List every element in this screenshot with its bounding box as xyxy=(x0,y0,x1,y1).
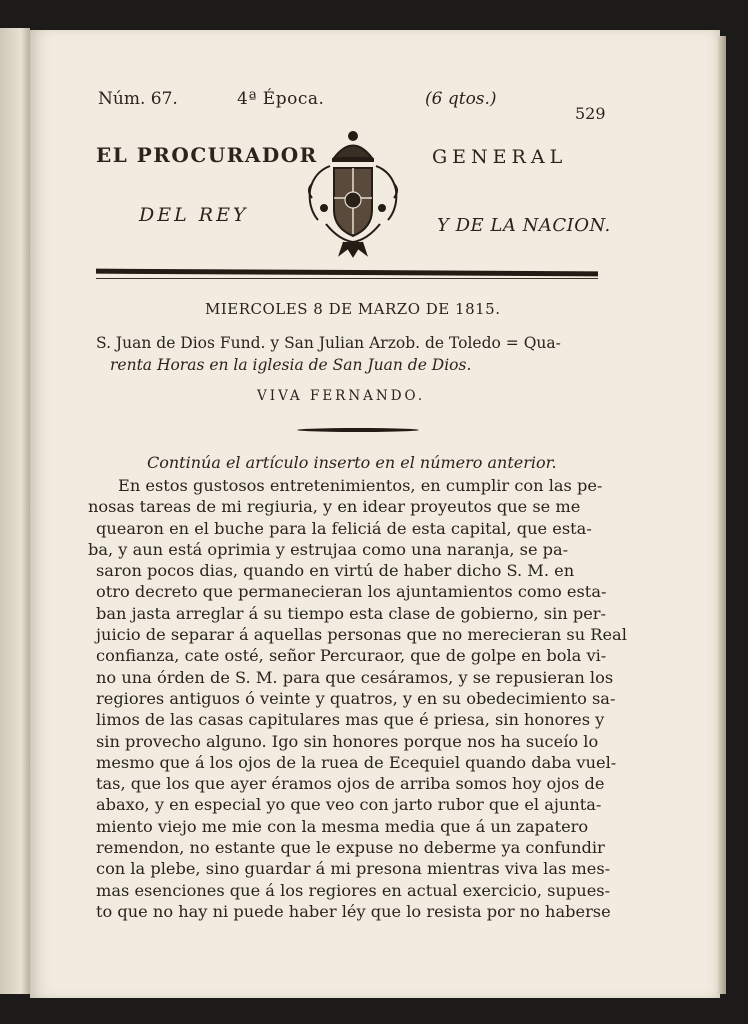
masthead-thin-rule xyxy=(96,278,598,279)
saints-line-1: S. Juan de Dios Fund. y San Julian Arzob. de Toledo = Qua- xyxy=(96,334,561,352)
saints-line-2: renta Horas en la iglesia de San Juan de Dios. xyxy=(110,356,472,374)
masthead-subtitle-left: DEL REY xyxy=(139,204,249,226)
body-line: confianza, cate osté, señor Percuraor, que de golpe en bola vi- xyxy=(96,646,607,666)
masthead-title-right: GENERAL xyxy=(432,146,568,168)
body-line: quearon en el buche para la feliciá de esta capital, que esta- xyxy=(96,518,592,538)
body-line: ba, y aun está oprimia y estrujaa como una naranja, se pa- xyxy=(88,539,569,559)
ornamental-dash xyxy=(297,428,419,432)
quantity-label: (6 qtos.) xyxy=(425,89,497,109)
royal-crest-icon xyxy=(304,128,402,258)
body-line: abaxo, y en especial yo que veo con jarto rubor que el ajunta- xyxy=(96,795,602,815)
body-line: juicio de separar á aquellas personas que no merecieran su Real xyxy=(96,625,627,645)
facing-page-edge xyxy=(0,28,30,994)
body-line: ban jasta arreglar á su tiempo esta clase de gobierno, sin per- xyxy=(96,603,607,623)
body-line: saron pocos dias, quando en virtú de haber dicho S. M. en xyxy=(96,561,575,581)
body-line: miento viejo me mie con la mesma media que á un zapatero xyxy=(96,816,589,836)
motto: VIVA FERNANDO. xyxy=(257,388,426,404)
body-line: con la plebe, sino guardar á mi presona mientras viva las mes- xyxy=(96,859,611,879)
body-line: regiores antiguos ó veinte y quatros, y en su obedecimiento sa- xyxy=(96,688,616,708)
page-right-edge xyxy=(718,36,726,994)
body-line: mesmo que á los ojos de la ruea de Ecequiel quando daba vuel- xyxy=(96,752,617,772)
body-line: to que no hay ni puede haber léy que lo resista por no haberse xyxy=(96,901,611,921)
body-line: otro decreto que permanecieran los ajuntamientos como esta- xyxy=(96,582,607,602)
masthead-subtitle-right: Y DE LA NACION. xyxy=(437,215,611,236)
body-line: sin provecho alguno. Igo sin honores porque nos ha suceío lo xyxy=(96,731,599,751)
body-line: En estos gustosos entretenimientos, en cumplir con las pe- xyxy=(118,476,603,495)
body-line: tas, que los que ayer éramos ojos de arriba somos hoy ojos de xyxy=(96,774,605,794)
page-number: 529 xyxy=(575,104,606,123)
body-line: limos de las casas capitulares mas que é priesa, sin honores y xyxy=(96,710,605,730)
body-line: nosas tareas de mi regiuria, y en idear proyeutos que se me xyxy=(88,497,581,517)
date-line: MIERCOLES 8 DE MARZO DE 1815. xyxy=(205,300,501,318)
masthead-title-left: EL PROCURADOR xyxy=(96,143,318,167)
body-line: remendon, no estante que le expuse no deberme ya confundir xyxy=(96,838,605,858)
epoch-label: 4ª Época. xyxy=(237,89,325,109)
article-body xyxy=(88,475,627,922)
body-line: mas esenciones que á los regiores en actual exercicio, supues- xyxy=(96,880,611,900)
article-subheading: Continúa el artículo inserto en el número anterior. xyxy=(147,453,557,472)
issue-number: Núm. 67. xyxy=(98,89,178,109)
body-line: no una órden de S. M. para que cesáramos, y se repusieran los xyxy=(96,667,614,687)
